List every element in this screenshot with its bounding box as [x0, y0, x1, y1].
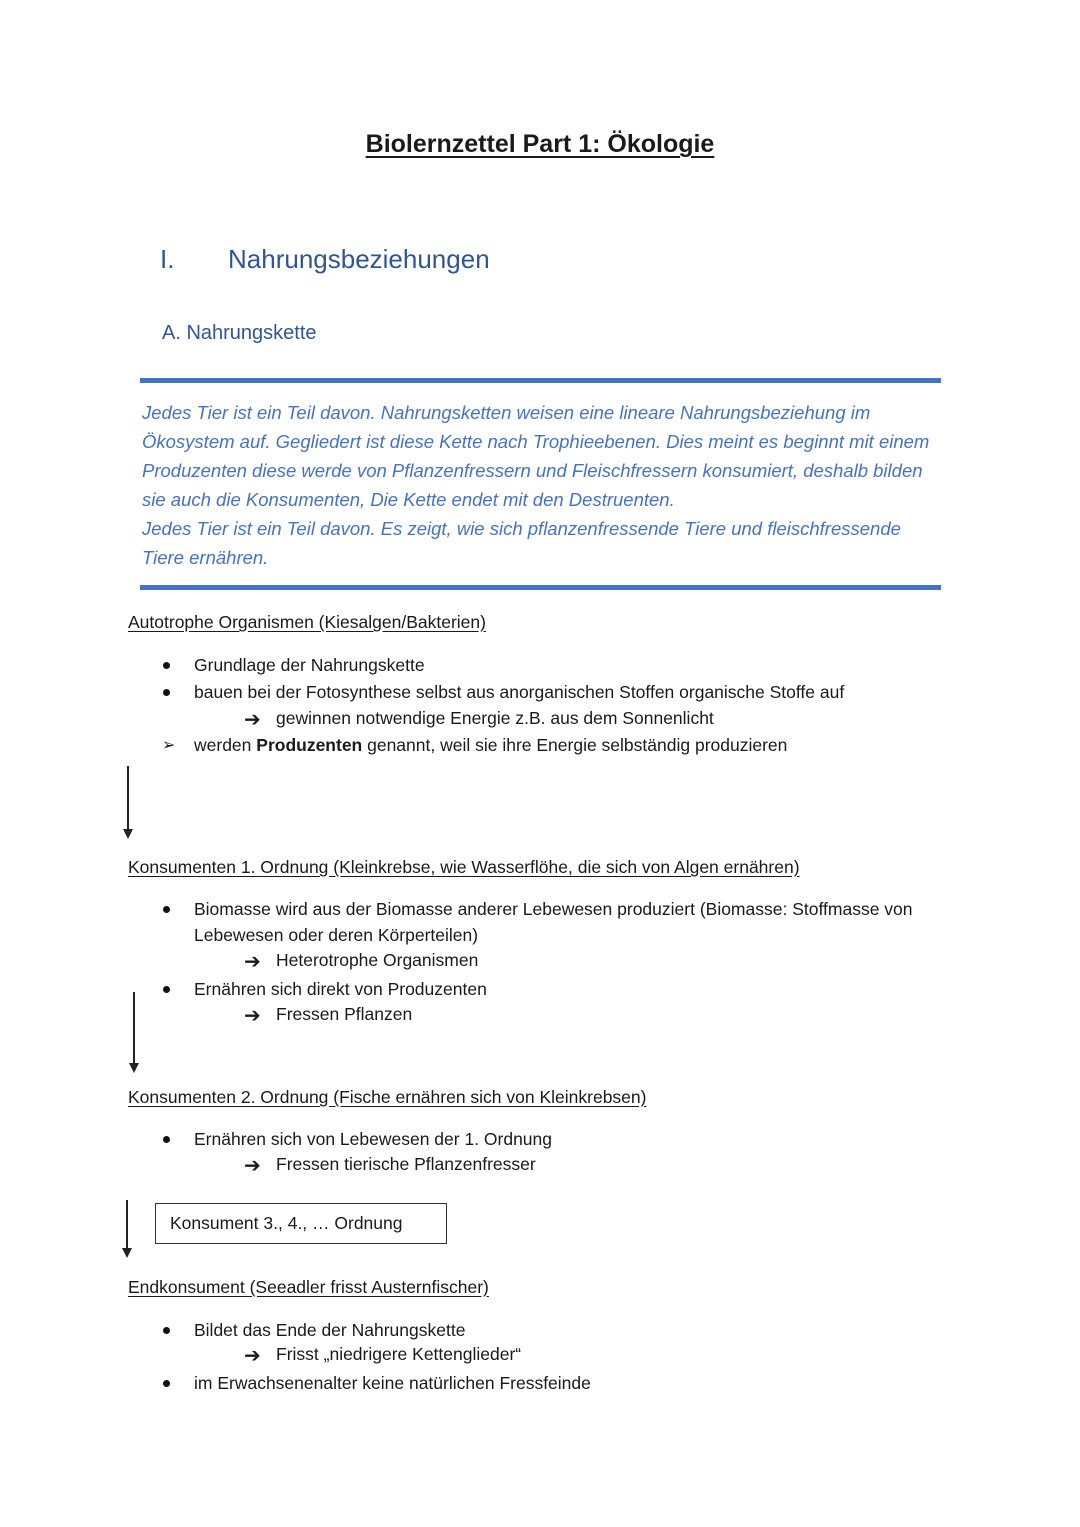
quote-top-rule — [140, 378, 941, 383]
bullet-dot — [163, 1136, 170, 1143]
flow-arrow-line — [127, 766, 129, 830]
intro-paragraph-1: Jedes Tier ist ein Teil davon. Nahrungsketten weisen eine lineare Nahrungsbeziehung im Ökosystem auf. Gegliedert ist diese Kette nach Trophieebenen. Dies meint es beginnt mit einem Produzenten diese werde von Pflanzenfressern und Fleischfressern konsumiert, deshalb bilden sie auch die Konsumenten, Die Kette endet mit den Destruenten. — [142, 402, 930, 510]
flow-arrow-line — [126, 1200, 128, 1249]
autotroph-arrow-1: gewinnen notwendige Energie z.B. aus dem Sonnenlicht — [276, 708, 714, 728]
right-arrow-icon: ➔ — [244, 709, 261, 731]
right-arrow-icon: ➔ — [244, 1155, 261, 1177]
produzenten-pre: werden — [194, 735, 257, 755]
bullet-dot — [163, 1380, 170, 1387]
endkonsument-heading: Endkonsument (Seeadler frisst Austernfischer) — [128, 1277, 489, 1297]
bullet-dot — [163, 1327, 170, 1334]
section-number: I. — [160, 244, 175, 274]
autotroph-bullet-1: Grundlage der Nahrungskette — [194, 655, 425, 675]
autotroph-bullet-2: bauen bei der Fotosynthese selbst aus anorganischen Stoffen organische Stoffe auf — [194, 682, 845, 702]
intro-quote — [142, 398, 942, 572]
konsument-higher-order-box: Konsument 3., 4., … Ordnung — [155, 1203, 447, 1244]
quote-bottom-rule — [140, 585, 941, 590]
konsument1-bullet-2: Ernähren sich direkt von Produzenten — [194, 979, 487, 999]
bullet-dot — [163, 689, 170, 696]
konsument1-arrow-2: Fressen Pflanzen — [276, 1004, 413, 1024]
endkonsument-bullet-2: im Erwachsenenalter keine natürlichen Fressfeinde — [194, 1373, 591, 1393]
down-arrow-icon — [123, 829, 133, 839]
endkonsument-arrow-1: Frisst „niedrigere Kettenglieder“ — [276, 1344, 522, 1364]
intro-paragraph-2: Jedes Tier ist ein Teil davon. Es zeigt, wie sich pflanzenfressende Tiere und fleischfressende Tiere ernähren. — [142, 518, 901, 568]
down-arrow-icon — [129, 1063, 139, 1073]
section-heading: Nahrungsbeziehungen — [228, 244, 490, 274]
konsument2-heading: Konsumenten 2. Ordnung (Fische ernähren sich von Kleinkrebsen) — [128, 1087, 647, 1107]
konsument1-arrow-1: Heterotrophe Organismen — [276, 950, 479, 970]
down-arrow-icon — [122, 1248, 132, 1258]
check-arrow-icon: ➢ — [162, 737, 176, 754]
konsument2-arrow-1: Fressen tierische Pflanzenfresser — [276, 1154, 536, 1174]
bullet-dot — [163, 662, 170, 669]
subsection-heading: A. Nahrungskette — [162, 322, 317, 344]
right-arrow-icon: ➔ — [244, 951, 261, 973]
bullet-dot — [163, 986, 170, 993]
konsument2-bullet-1: Ernähren sich von Lebewesen der 1. Ordnung — [194, 1129, 553, 1149]
right-arrow-icon: ➔ — [244, 1005, 261, 1027]
autotroph-heading: Autotrophe Organismen (Kiesalgen/Bakterien) — [128, 612, 486, 632]
konsument1-bullet-1: Biomasse wird aus der Biomasse anderer Lebewesen produziert (Biomasse: Stoffmasse von Lebewesen oder deren Körperteilen) — [194, 899, 913, 945]
bullet-dot — [163, 906, 170, 913]
produzenten-bold: Produzenten — [256, 735, 363, 755]
autotroph-produzenten-line — [194, 732, 787, 758]
konsument1-heading: Konsumenten 1. Ordnung (Kleinkrebse, wie Wasserflöhe, die sich von Algen ernähren) — [128, 857, 800, 877]
right-arrow-icon: ➔ — [244, 1345, 261, 1367]
produzenten-post: genannt, weil sie ihre Energie selbständig produzieren — [362, 735, 788, 755]
flow-arrow-line — [133, 992, 135, 1064]
document-title: Biolernzettel Part 1: Ökologie — [365, 130, 715, 158]
endkonsument-bullet-1: Bildet das Ende der Nahrungskette — [194, 1320, 466, 1340]
